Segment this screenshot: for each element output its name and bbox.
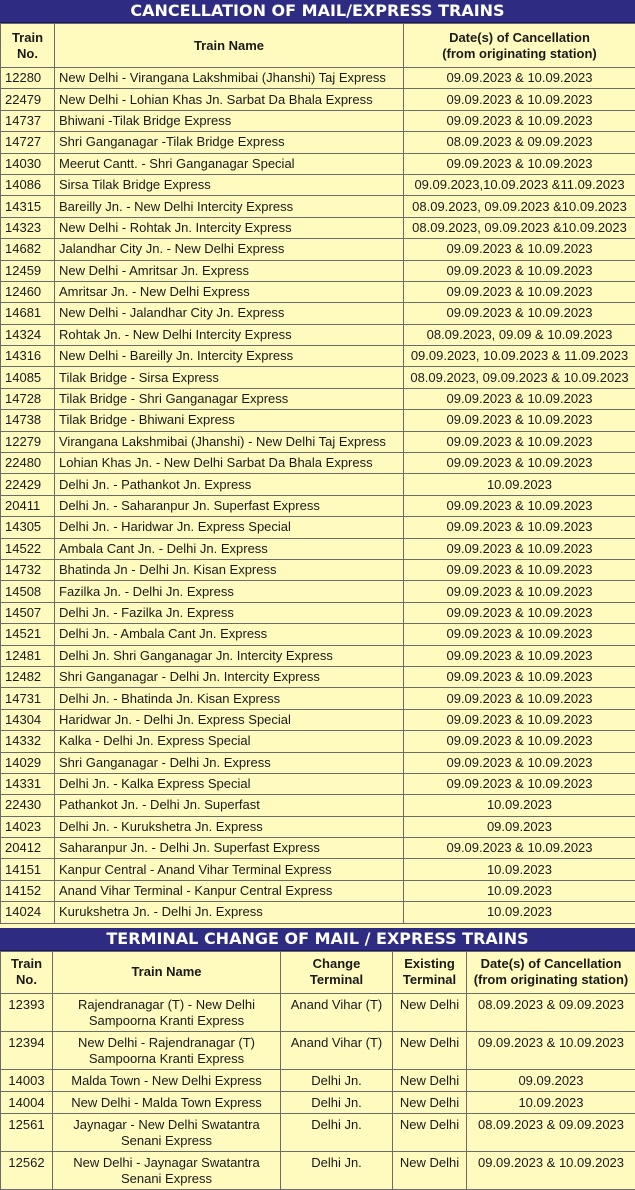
- train-number: 14681: [1, 303, 55, 324]
- train-number: 14332: [1, 731, 55, 752]
- existing-terminal: New Delhi: [393, 1031, 467, 1069]
- table-row: [1, 153, 635, 174]
- table-row: [1, 880, 635, 901]
- cancellation-dates: 09.09.2023 & 10.09.2023: [404, 260, 635, 281]
- train-name: [53, 1091, 281, 1113]
- cancellation-dates: 09.09.2023 & 10.09.2023: [404, 752, 635, 773]
- train-number: 14316: [1, 346, 55, 367]
- train-number: 14727: [1, 132, 55, 153]
- train-number: 14507: [1, 602, 55, 623]
- train-number: 14738: [1, 410, 55, 431]
- cancellation-dates: 10.09.2023: [404, 859, 635, 880]
- table-row: [1, 731, 635, 752]
- train-number: 12459: [1, 260, 55, 281]
- train-name: New Delhi - Amritsar Jn. Express: [55, 260, 404, 281]
- train-name: New Delhi - Jalandhar City Jn. Express: [55, 303, 404, 324]
- cancellation-dates: 09.09.2023,10.09.2023 &11.09.2023: [404, 174, 635, 195]
- train-name: Shri Ganganagar -Tilak Bridge Express: [55, 132, 404, 153]
- cancellation-dates: 09.09.2023 & 10.09.2023: [404, 388, 635, 409]
- train-number: 14086: [1, 174, 55, 195]
- train-number: 12393: [1, 993, 53, 1031]
- train-name: Tilak Bridge - Shri Ganganagar Express: [55, 388, 404, 409]
- cancellation-dates: 08.09.2023 & 09.09.2023: [467, 993, 635, 1031]
- table-row: [1, 517, 635, 538]
- cancellation-dates: 09.09.2023: [467, 1069, 635, 1091]
- table-row: [1, 773, 635, 794]
- train-name: Jalandhar City Jn. - New Delhi Express: [55, 239, 404, 260]
- train-name: [53, 1031, 281, 1069]
- train-name: Lohian Khas Jn. - New Delhi Sarbat Da Bhala Express: [55, 453, 404, 474]
- train-number: 14004: [1, 1091, 53, 1113]
- train-number: 12481: [1, 645, 55, 666]
- train-name-line: New Delhi - Rajendranagar (T): [57, 1035, 276, 1051]
- train-name: Rohtak Jn. - New Delhi Intercity Express: [55, 324, 404, 345]
- train-name-line: Senani Express: [57, 1133, 276, 1149]
- cancellation-table: [0, 23, 635, 924]
- train-number: 14003: [1, 1069, 53, 1091]
- header-existing-terminal: Existing Terminal: [393, 951, 467, 993]
- table-row: [1, 68, 635, 89]
- train-name: New Delhi - Bareilly Jn. Intercity Express: [55, 346, 404, 367]
- table-row: [1, 410, 635, 431]
- table-row: [1, 367, 635, 388]
- table-row: [1, 453, 635, 474]
- table-row: [1, 993, 635, 1031]
- table-row: [1, 281, 635, 302]
- cancellation-dates: 09.09.2023 & 10.09.2023: [404, 453, 635, 474]
- existing-terminal: New Delhi: [393, 1113, 467, 1151]
- cancellation-dates: 09.09.2023 & 10.09.2023: [404, 602, 635, 623]
- table-row: [1, 1069, 635, 1091]
- train-name: Delhi Jn. - Kurukshetra Jn. Express: [55, 816, 404, 837]
- table-row: [1, 239, 635, 260]
- header-dates: Date(s) of Cancellation (from originating station): [467, 951, 635, 993]
- table-row: [1, 431, 635, 452]
- train-number: 12482: [1, 666, 55, 687]
- train-number: 22480: [1, 453, 55, 474]
- train-number: 14331: [1, 773, 55, 794]
- header-train-name: Train Name: [53, 951, 281, 993]
- train-name: Delhi Jn. - Pathankot Jn. Express: [55, 474, 404, 495]
- train-number: 14030: [1, 153, 55, 174]
- change-terminal: Delhi Jn.: [281, 1113, 393, 1151]
- table-row: [1, 1031, 635, 1069]
- table-row: [1, 110, 635, 131]
- cancellation-dates: 09.09.2023: [404, 816, 635, 837]
- table-row: [1, 89, 635, 110]
- cancellation-dates: 09.09.2023 & 10.09.2023: [404, 410, 635, 431]
- cancellation-dates: 09.09.2023 & 10.09.2023: [404, 303, 635, 324]
- train-number: 14521: [1, 624, 55, 645]
- train-name: Delhi Jn. Shri Ganganagar Jn. Intercity Express: [55, 645, 404, 666]
- train-name: Fazilka Jn. - Delhi Jn. Express: [55, 581, 404, 602]
- train-name: Sirsa Tilak Bridge Express: [55, 174, 404, 195]
- cancellation-dates: 09.09.2023 & 10.09.2023: [404, 239, 635, 260]
- train-number: 14522: [1, 538, 55, 559]
- cancellation-dates: 09.09.2023 & 10.09.2023: [404, 538, 635, 559]
- train-number: 14151: [1, 859, 55, 880]
- train-name: Virangana Lakshmibai (Jhanshi) - New Delhi Taj Express: [55, 431, 404, 452]
- table-row: [1, 1091, 635, 1113]
- train-name: [53, 1151, 281, 1189]
- cancellation-dates: 09.09.2023 & 10.09.2023: [404, 281, 635, 302]
- cancellation-dates: 09.09.2023 & 10.09.2023: [404, 431, 635, 452]
- train-name-line: New Delhi - Malda Town Express: [57, 1095, 276, 1111]
- header-train-no: Train No.: [1, 24, 55, 68]
- existing-terminal: New Delhi: [393, 1091, 467, 1113]
- train-name: Anand Vihar Terminal - Kanpur Central Express: [55, 880, 404, 901]
- cancellation-dates: 09.09.2023 & 10.09.2023: [404, 624, 635, 645]
- train-number: 20412: [1, 838, 55, 859]
- table-row: [1, 645, 635, 666]
- train-name: Delhi Jn. - Fazilka Jn. Express: [55, 602, 404, 623]
- train-number: 14152: [1, 880, 55, 901]
- train-number: 22479: [1, 89, 55, 110]
- train-name: Delhi Jn. - Kalka Express Special: [55, 773, 404, 794]
- existing-terminal: New Delhi: [393, 1069, 467, 1091]
- terminal-change-title: TERMINAL CHANGE OF MAIL / EXPRESS TRAINS: [0, 928, 635, 951]
- train-number: 12460: [1, 281, 55, 302]
- train-name: Saharanpur Jn. - Delhi Jn. Superfast Express: [55, 838, 404, 859]
- table-row: [1, 581, 635, 602]
- table-row: [1, 388, 635, 409]
- cancellation-dates: 09.09.2023 & 10.09.2023: [404, 838, 635, 859]
- change-terminal: Delhi Jn.: [281, 1091, 393, 1113]
- table-row: [1, 324, 635, 345]
- train-name-line: Malda Town - New Delhi Express: [57, 1073, 276, 1089]
- train-name: Ambala Cant Jn. - Delhi Jn. Express: [55, 538, 404, 559]
- train-number: 22429: [1, 474, 55, 495]
- train-number: 14728: [1, 388, 55, 409]
- train-name: Bareilly Jn. - New Delhi Intercity Express: [55, 196, 404, 217]
- existing-terminal: New Delhi: [393, 1151, 467, 1189]
- train-number: 14029: [1, 752, 55, 773]
- cancellation-dates: 09.09.2023 & 10.09.2023: [404, 89, 635, 110]
- train-number: 12562: [1, 1151, 53, 1189]
- train-name: Pathankot Jn. - Delhi Jn. Superfast: [55, 795, 404, 816]
- train-number: 22430: [1, 795, 55, 816]
- terminal-change-table: [0, 951, 635, 1190]
- cancellation-dates: 09.09.2023 & 10.09.2023: [404, 68, 635, 89]
- cancellation-dates: 09.09.2023 & 10.09.2023: [404, 110, 635, 131]
- train-name: Bhiwani -Tilak Bridge Express: [55, 110, 404, 131]
- train-name-line: Sampoorna Kranti Express: [57, 1051, 276, 1067]
- train-name: Haridwar Jn. - Delhi Jn. Express Special: [55, 709, 404, 730]
- table-row: [1, 602, 635, 623]
- train-name-line: Jaynagar - New Delhi Swatantra: [57, 1117, 276, 1133]
- cancellation-dates: 08.09.2023, 09.09.2023 &10.09.2023: [404, 196, 635, 217]
- cancellation-dates: 10.09.2023: [404, 474, 635, 495]
- cancellation-dates: 08.09.2023 & 09.09.2023: [467, 1113, 635, 1151]
- train-number: 14305: [1, 517, 55, 538]
- train-number: 12394: [1, 1031, 53, 1069]
- cancellation-dates: 08.09.2023, 09.09 & 10.09.2023: [404, 324, 635, 345]
- cancellation-dates: 08.09.2023, 09.09.2023 & 10.09.2023: [404, 367, 635, 388]
- table-row: [1, 196, 635, 217]
- train-name: Shri Ganganagar - Delhi Jn. Intercity Express: [55, 666, 404, 687]
- table-row: [1, 1151, 635, 1189]
- train-name: New Delhi - Rohtak Jn. Intercity Express: [55, 217, 404, 238]
- cancellation-dates: 10.09.2023: [404, 902, 635, 923]
- table-row: [1, 624, 635, 645]
- train-number: 20411: [1, 495, 55, 516]
- cancellation-dates: 09.09.2023 & 10.09.2023: [404, 559, 635, 580]
- cancellation-title: CANCELLATION OF MAIL/EXPRESS TRAINS: [0, 0, 635, 23]
- table-row: [1, 666, 635, 687]
- change-terminal: Anand Vihar (T): [281, 993, 393, 1031]
- cancellation-dates: 09.09.2023 & 10.09.2023: [404, 666, 635, 687]
- header-train-no: Train No.: [1, 951, 53, 993]
- train-name: Delhi Jn. - Bhatinda Jn. Kisan Express: [55, 688, 404, 709]
- change-terminal: Delhi Jn.: [281, 1069, 393, 1091]
- table-row: [1, 859, 635, 880]
- cancellation-dates: 09.09.2023 & 10.09.2023: [404, 731, 635, 752]
- table-row: [1, 709, 635, 730]
- train-name: Delhi Jn. - Saharanpur Jn. Superfast Express: [55, 495, 404, 516]
- header-train-name: Train Name: [55, 24, 404, 68]
- train-name: Kalka - Delhi Jn. Express Special: [55, 731, 404, 752]
- train-name: Tilak Bridge - Sirsa Express: [55, 367, 404, 388]
- train-name: Bhatinda Jn - Delhi Jn. Kisan Express: [55, 559, 404, 580]
- train-number: 14323: [1, 217, 55, 238]
- train-name: [53, 993, 281, 1031]
- train-number: 14682: [1, 239, 55, 260]
- cancellation-dates: 09.09.2023 & 10.09.2023: [404, 581, 635, 602]
- cancellation-dates: 09.09.2023 & 10.09.2023: [404, 517, 635, 538]
- train-number: 12280: [1, 68, 55, 89]
- table-row: [1, 838, 635, 859]
- table-row: [1, 752, 635, 773]
- table-row: [1, 217, 635, 238]
- train-number: 14508: [1, 581, 55, 602]
- change-terminal: Delhi Jn.: [281, 1151, 393, 1189]
- train-number: 12279: [1, 431, 55, 452]
- train-name: Shri Ganganagar - Delhi Jn. Express: [55, 752, 404, 773]
- train-name: [53, 1113, 281, 1151]
- table-row: [1, 303, 635, 324]
- train-name: Delhi Jn. - Ambala Cant Jn. Express: [55, 624, 404, 645]
- table-row: [1, 346, 635, 367]
- table-row: [1, 174, 635, 195]
- train-name: New Delhi - Virangana Lakshmibai (Jhanshi) Taj Express: [55, 68, 404, 89]
- train-name: [53, 1069, 281, 1091]
- train-name: Tilak Bridge - Bhiwani Express: [55, 410, 404, 431]
- cancellation-dates: 09.09.2023, 10.09.2023 & 11.09.2023: [404, 346, 635, 367]
- cancellation-dates: 08.09.2023 & 09.09.2023: [404, 132, 635, 153]
- cancellation-dates: 09.09.2023 & 10.09.2023: [404, 495, 635, 516]
- train-name: Kanpur Central - Anand Vihar Terminal Express: [55, 859, 404, 880]
- table-row: [1, 495, 635, 516]
- table-row: [1, 260, 635, 281]
- train-name: Kurukshetra Jn. - Delhi Jn. Express: [55, 902, 404, 923]
- table-row: [1, 538, 635, 559]
- train-number: 12561: [1, 1113, 53, 1151]
- train-name: New Delhi - Lohian Khas Jn. Sarbat Da Bhala Express: [55, 89, 404, 110]
- table-row: [1, 795, 635, 816]
- table-row: [1, 816, 635, 837]
- cancellation-dates: 09.09.2023 & 10.09.2023: [404, 709, 635, 730]
- train-name-line: Rajendranagar (T) - New Delhi: [57, 997, 276, 1013]
- train-name: Delhi Jn. - Haridwar Jn. Express Special: [55, 517, 404, 538]
- cancellation-dates: 09.09.2023 & 10.09.2023: [404, 773, 635, 794]
- table-row: [1, 1113, 635, 1151]
- train-name: Meerut Cantt. - Shri Ganganagar Special: [55, 153, 404, 174]
- train-number: 14732: [1, 559, 55, 580]
- cancellation-dates: 10.09.2023: [404, 795, 635, 816]
- cancellation-dates: 09.09.2023 & 10.09.2023: [467, 1151, 635, 1189]
- table-row: [1, 902, 635, 923]
- cancellation-dates: 08.09.2023, 09.09.2023 &10.09.2023: [404, 217, 635, 238]
- table-row: [1, 688, 635, 709]
- table-row: [1, 132, 635, 153]
- cancellation-dates: 09.09.2023 & 10.09.2023: [404, 688, 635, 709]
- train-number: 14324: [1, 324, 55, 345]
- cancellation-dates: 09.09.2023 & 10.09.2023: [404, 645, 635, 666]
- change-terminal: Anand Vihar (T): [281, 1031, 393, 1069]
- cancellation-dates: 09.09.2023 & 10.09.2023: [467, 1031, 635, 1069]
- header-dates: Date(s) of Cancellation (from originating station): [404, 24, 635, 68]
- train-number: 14737: [1, 110, 55, 131]
- train-number: 14315: [1, 196, 55, 217]
- train-number: 14023: [1, 816, 55, 837]
- cancellation-dates: 10.09.2023: [467, 1091, 635, 1113]
- existing-terminal: New Delhi: [393, 993, 467, 1031]
- train-name: Amritsar Jn. - New Delhi Express: [55, 281, 404, 302]
- train-number: 14731: [1, 688, 55, 709]
- header-change-terminal: Change Terminal: [281, 951, 393, 993]
- table-row: [1, 474, 635, 495]
- train-number: 14304: [1, 709, 55, 730]
- train-name-line: Senani Express: [57, 1171, 276, 1187]
- train-name-line: Sampoorna Kranti Express: [57, 1013, 276, 1029]
- train-number: 14085: [1, 367, 55, 388]
- cancellation-dates: 09.09.2023 & 10.09.2023: [404, 153, 635, 174]
- table-row: [1, 559, 635, 580]
- cancellation-dates: 10.09.2023: [404, 880, 635, 901]
- train-name-line: New Delhi - Jaynagar Swatantra: [57, 1155, 276, 1171]
- train-number: 14024: [1, 902, 55, 923]
